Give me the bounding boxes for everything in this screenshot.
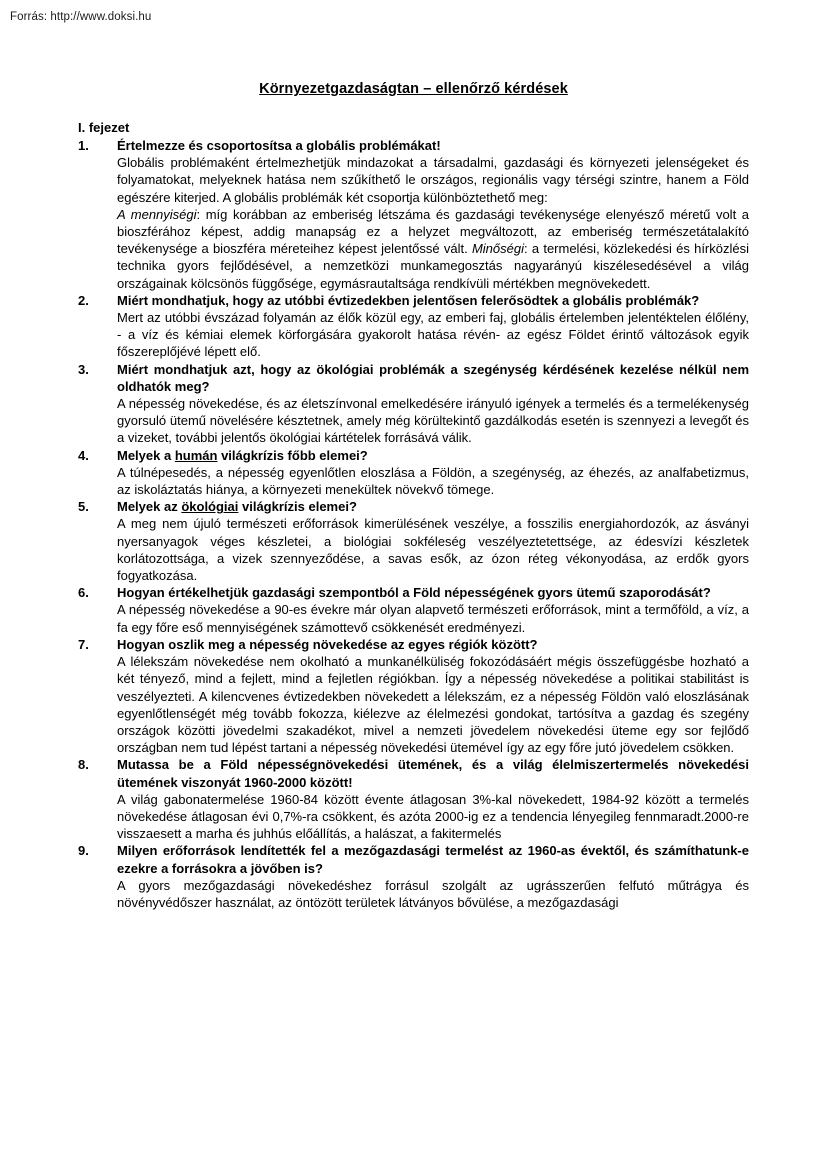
question-item bbox=[78, 498, 749, 584]
question-item bbox=[78, 137, 749, 292]
question-number: 7. bbox=[78, 636, 89, 652]
question-number: 5. bbox=[78, 499, 89, 515]
chapter-heading: I. fejezet bbox=[78, 120, 130, 135]
question-text: Miért mondhatjuk azt, hogy az ökológiai problémák a szegénység kérdésének kezelése nélkül nem oldhatók meg? bbox=[117, 361, 749, 394]
question-item bbox=[78, 292, 749, 361]
answer-paragraph: A világ gabonatermelése 1960-84 között évente átlagosan 3%-kal növekedett, 1984-92 között a termelés növekedése átlagosan évi 0,7%-ra csökkent, és azóta 2000-ig ez a tendencia lényegileg fennmaradt.2000-re visszaesett a marha és juhhús előállítás, a halászat, a fakitermelés bbox=[117, 791, 749, 842]
answer-text bbox=[117, 653, 749, 756]
question-number: 8. bbox=[78, 757, 89, 773]
question-list bbox=[78, 137, 749, 911]
question-item bbox=[78, 636, 749, 756]
question-text: Hogyan oszlik meg a népesség növekedése az egyes régiók között? bbox=[117, 636, 538, 652]
question-number: 3. bbox=[78, 361, 89, 377]
answer-text bbox=[117, 791, 749, 843]
question-item bbox=[78, 361, 749, 447]
question-number: 6. bbox=[78, 585, 89, 601]
answer-paragraph: A népesség növekedése, és az életszínvonal emelkedésére irányuló igények a termelés és a termelékenység gyorsuló ütemű növelésére késztetnek, amely még körültekintő gazdálkodás esetén is szennyezi a levegőt és a vizeket, további jelentős ökológiai kártételek forrásává válik. bbox=[117, 396, 749, 446]
answer-text bbox=[117, 601, 749, 635]
question-text: Melyek a humán világkrízis főbb elemei? bbox=[117, 447, 368, 463]
answer-paragraph: Mert az utóbbi évszázad folyamán az élők közül egy, az emberi faj, globális értelemben jelentéktelen élőlény, - a víz és kémiai elemek körforgására gyakorolt hatása révén- az egész Földet érintő változások egyik főszereplőjévé lépett elő. bbox=[117, 310, 749, 360]
answer-text bbox=[117, 877, 749, 911]
answer-text bbox=[117, 515, 749, 584]
document-body bbox=[78, 80, 749, 911]
answer-paragraph: A túlnépesedés, a népesség egyenlőtlen eloszlása a Földön, a szegénység, az éhezés, az analfabetizmus, az iskoláztatás hiánya, a környezeti menekültek növekvő tömege. bbox=[117, 464, 749, 498]
answer-text bbox=[117, 309, 749, 361]
answer-paragraph: A népesség növekedése a 90-es évekre már olyan alapvető természeti erőforrások, mint a termőföld, a víz, a fa egy főre eső mennyiségének számottevő csökkenését eredményezi. bbox=[117, 602, 749, 635]
question-number: 9. bbox=[78, 843, 89, 859]
answer-paragraph: A gyors mezőgazdasági növekedéshez forrásul szolgált az ugrásszerűen felfutó műtrágya és növényvédőszer használat, az öntözött területek látványos bővülése, a mezőgazdasági bbox=[117, 877, 749, 910]
question-item bbox=[78, 447, 749, 499]
question-item bbox=[78, 584, 749, 636]
answer-text bbox=[117, 395, 749, 447]
answer-text bbox=[117, 154, 749, 292]
question-text: Melyek az ökológiai világkrízis elemei? bbox=[117, 499, 357, 515]
question-item bbox=[78, 842, 749, 911]
answer-paragraph: A meg nem újuló természeti erőforrások kimerülésének veszélye, a fosszilis energiahordozók, az ásványi nyersanyagok véges készletei, a biológiai sokféleség veszélyeztetettsége, az édesvízi készletek korlátozottsága, a vizek szennyeződése, a savas esők, az ózon réteg vékonyodása, az erdők gyors fogyatkozása. bbox=[117, 516, 749, 584]
question-text: Mutassa be a Föld népességnövekedési ütemének, és a világ élelmiszertermelés növekedési ütemének viszonyát 1960-2000 között! bbox=[117, 757, 749, 790]
question-number: 4. bbox=[78, 447, 89, 463]
answer-paragraph: Globális problémaként értelmezhetjük mindazokat a társadalmi, gazdasági és környezeti jelenségeket és folyamatokat, melyeknek hatása nem szűkíthető le országos, regionális vagy térségi szintre, hanem a Föld egészére kiterjed. A globális problémák két csoportja különböztethető meg: bbox=[117, 155, 749, 205]
question-item bbox=[78, 756, 749, 842]
question-text: Értelmezze és csoportosítsa a globális problémákat! bbox=[117, 138, 441, 153]
answer-paragraph: A lélekszám növekedése nem okolható a munkanélküliség fokozódásáért mégis összefüggésbe hozható a két tényező, mind a fejlett, mind a fejletlen régiókban. Így a népesség növekedése a politikai stabilitást is veszélyezteti. A kilencvenes évtizedekben növekedett a lélekszám, ez a népesség Földön való eloszlásának egyenlőtlenségét még tovább fokozza, kiélezve az élelmezési gondokat, tartósítva a gazdag és szegény országok közötti jövedelmi szakadékot, mivel a nemzeti jövedelem növekedési üteme egy sor fejlődő országban nem tud lépést tartani a népesség növekedési ütemével így az egy főre jutó jövedelem csökken. bbox=[117, 654, 749, 756]
answer-paragraph: A mennyiségi: míg korábban az emberiség létszáma és gazdasági tevékenysége elenyésző méretű volt a bioszférához képest, addig manapság ez a helyzet megváltozott, az emberiség természetátalakító tevékenysége a bioszféra méreteihez képest jelentőssé vált. Minőségi: a termelési, közlekedési és hírközlési technika gyors fejlődésével, a nemzetközi munkamegosztás nagyarányú kiszélesedésével a világ országainak kölcsönös függősége, egymásrautaltsága rendkívüli mértékben megnövekedett. bbox=[117, 206, 749, 291]
question-text: Hogyan értékelhetjük gazdasági szempontból a Föld népességének gyors ütemű szaporodását? bbox=[117, 585, 711, 601]
question-number: 1. bbox=[78, 138, 89, 153]
source-url-header: Forrás: http://www.doksi.hu bbox=[10, 11, 152, 23]
question-text: Milyen erőforrások lendítették fel a mezőgazdasági termelést az 1960-as évektől, és számíthatunk-e ezekre a forrásokra a jövőben is? bbox=[117, 843, 749, 876]
question-number: 2. bbox=[78, 292, 89, 308]
answer-text bbox=[117, 464, 749, 498]
page-title: Környezetgazdaságtan – ellenőrző kérdések bbox=[259, 81, 568, 97]
question-text: Miért mondhatjuk, hogy az utóbbi évtizedekben jelentősen felerősödtek a globális problémák? bbox=[117, 292, 700, 308]
